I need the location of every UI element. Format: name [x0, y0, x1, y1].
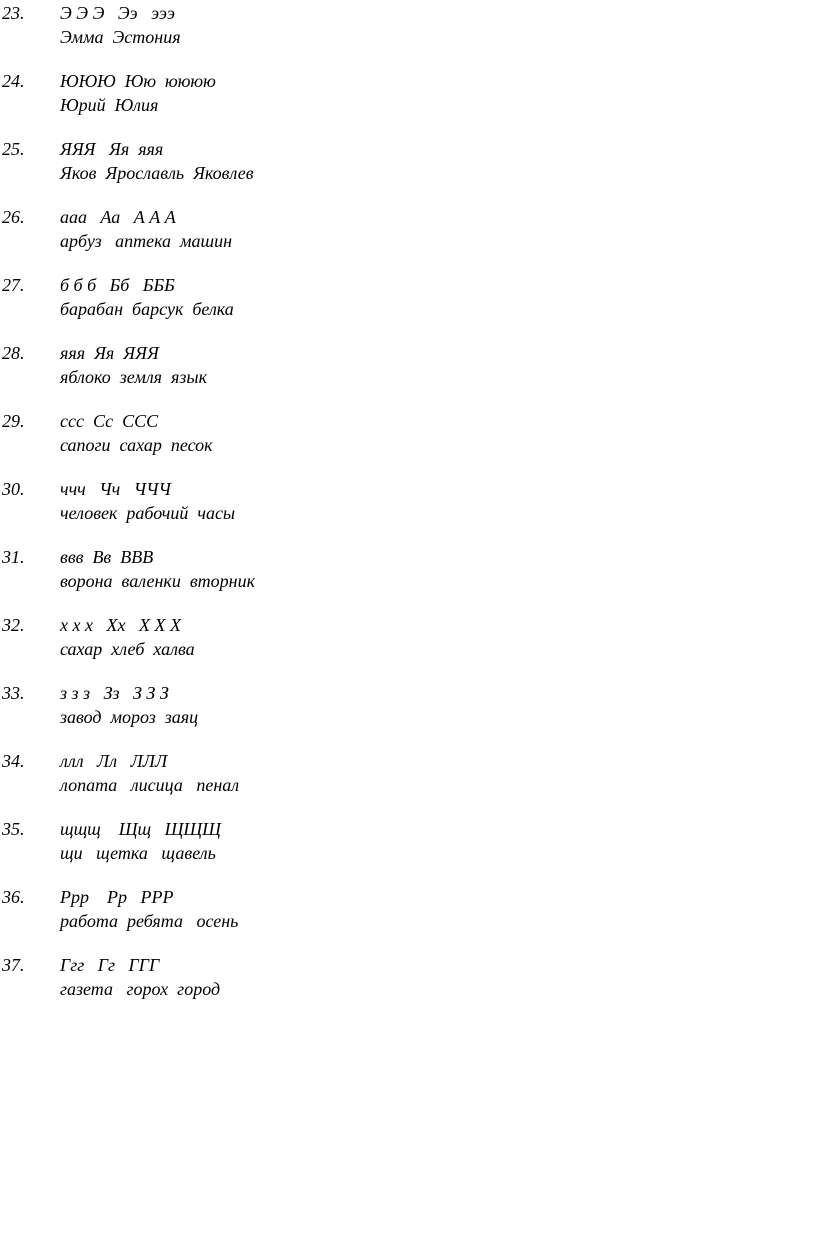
exercise-words: ворона валенки вторник — [60, 571, 255, 591]
exercise-30 — [0, 478, 816, 538]
exercise-number: 23. — [2, 3, 25, 23]
exercise-words: щи щетка щавель — [60, 843, 216, 863]
exercise-words: сахар хлеб халва — [60, 639, 195, 659]
exercise-words: лопата лисица пенал — [60, 775, 240, 795]
exercise-letters: ааа Аа А А А — [60, 207, 176, 227]
exercise-number: 24. — [2, 71, 25, 91]
exercise-words: работа ребята осень — [60, 911, 239, 931]
exercise-letters: ссс Сс ССС — [60, 411, 159, 431]
exercise-number: 29. — [2, 411, 25, 431]
exercise-letters: б б б Бб БББ — [60, 275, 175, 295]
exercise-number: 32. — [2, 615, 25, 635]
exercise-words: Яков Ярославль Яковлев — [60, 163, 254, 183]
exercise-letters: Ррр Рр РРР — [60, 887, 174, 907]
exercise-24 — [0, 70, 816, 130]
exercise-letters: ччч Чч ЧЧЧ — [60, 479, 171, 499]
exercise-letters: ввв Вв ВВВ — [60, 547, 154, 567]
exercise-words: Юрий Юлия — [60, 95, 159, 115]
exercise-words: человек рабочий часы — [60, 503, 236, 523]
exercise-33 — [0, 682, 816, 742]
exercise-words: завод мороз заяц — [60, 707, 199, 727]
exercise-37 — [0, 954, 816, 1014]
exercise-number: 35. — [2, 819, 25, 839]
exercise-letters: щщщ Щщ ЩЩЩ — [60, 819, 221, 839]
exercise-letters: ЮЮЮ Юю юююю — [60, 71, 216, 91]
exercise-number: 28. — [2, 343, 25, 363]
exercise-letters: яяя Яя ЯЯЯ — [60, 343, 159, 363]
exercise-number: 34. — [2, 751, 25, 771]
exercise-letters: ЯЯЯ Яя яяя — [60, 139, 164, 159]
exercise-32 — [0, 614, 816, 674]
exercise-words: Эмма Эстония — [60, 27, 181, 47]
exercise-number: 33. — [2, 683, 25, 703]
exercise-number: 36. — [2, 887, 25, 907]
exercise-letters: Ггг Гг ГГГ — [60, 955, 160, 975]
exercise-number: 30. — [2, 479, 25, 499]
exercise-words: сапоги сахар песок — [60, 435, 213, 455]
exercise-words: яблоко земля язык — [60, 367, 208, 387]
exercise-29 — [0, 410, 816, 470]
exercise-words: газета горох город — [60, 979, 221, 999]
exercise-words: арбуз аптека машин — [60, 231, 233, 251]
exercise-31 — [0, 546, 816, 606]
exercise-words: барабан барсук белка — [60, 299, 234, 319]
exercise-letters: ллл Лл ЛЛЛ — [60, 751, 168, 771]
exercise-letters: з з з Зз З З З — [60, 683, 169, 703]
exercise-number: 25. — [2, 139, 25, 159]
exercise-23 — [0, 2, 816, 62]
exercise-number: 37. — [2, 955, 25, 975]
exercise-26 — [0, 206, 816, 266]
exercise-letters: Э Э Э Ээ эээ — [60, 3, 175, 23]
exercise-number: 27. — [2, 275, 25, 295]
exercise-34 — [0, 750, 816, 810]
exercise-letters: х х х Хх Х Х Х — [60, 615, 181, 635]
exercise-25 — [0, 138, 816, 198]
exercise-28 — [0, 342, 816, 402]
exercise-number: 26. — [2, 207, 25, 227]
exercise-36 — [0, 886, 816, 946]
exercise-number: 31. — [2, 547, 25, 567]
exercise-35 — [0, 818, 816, 878]
exercise-27 — [0, 274, 816, 334]
